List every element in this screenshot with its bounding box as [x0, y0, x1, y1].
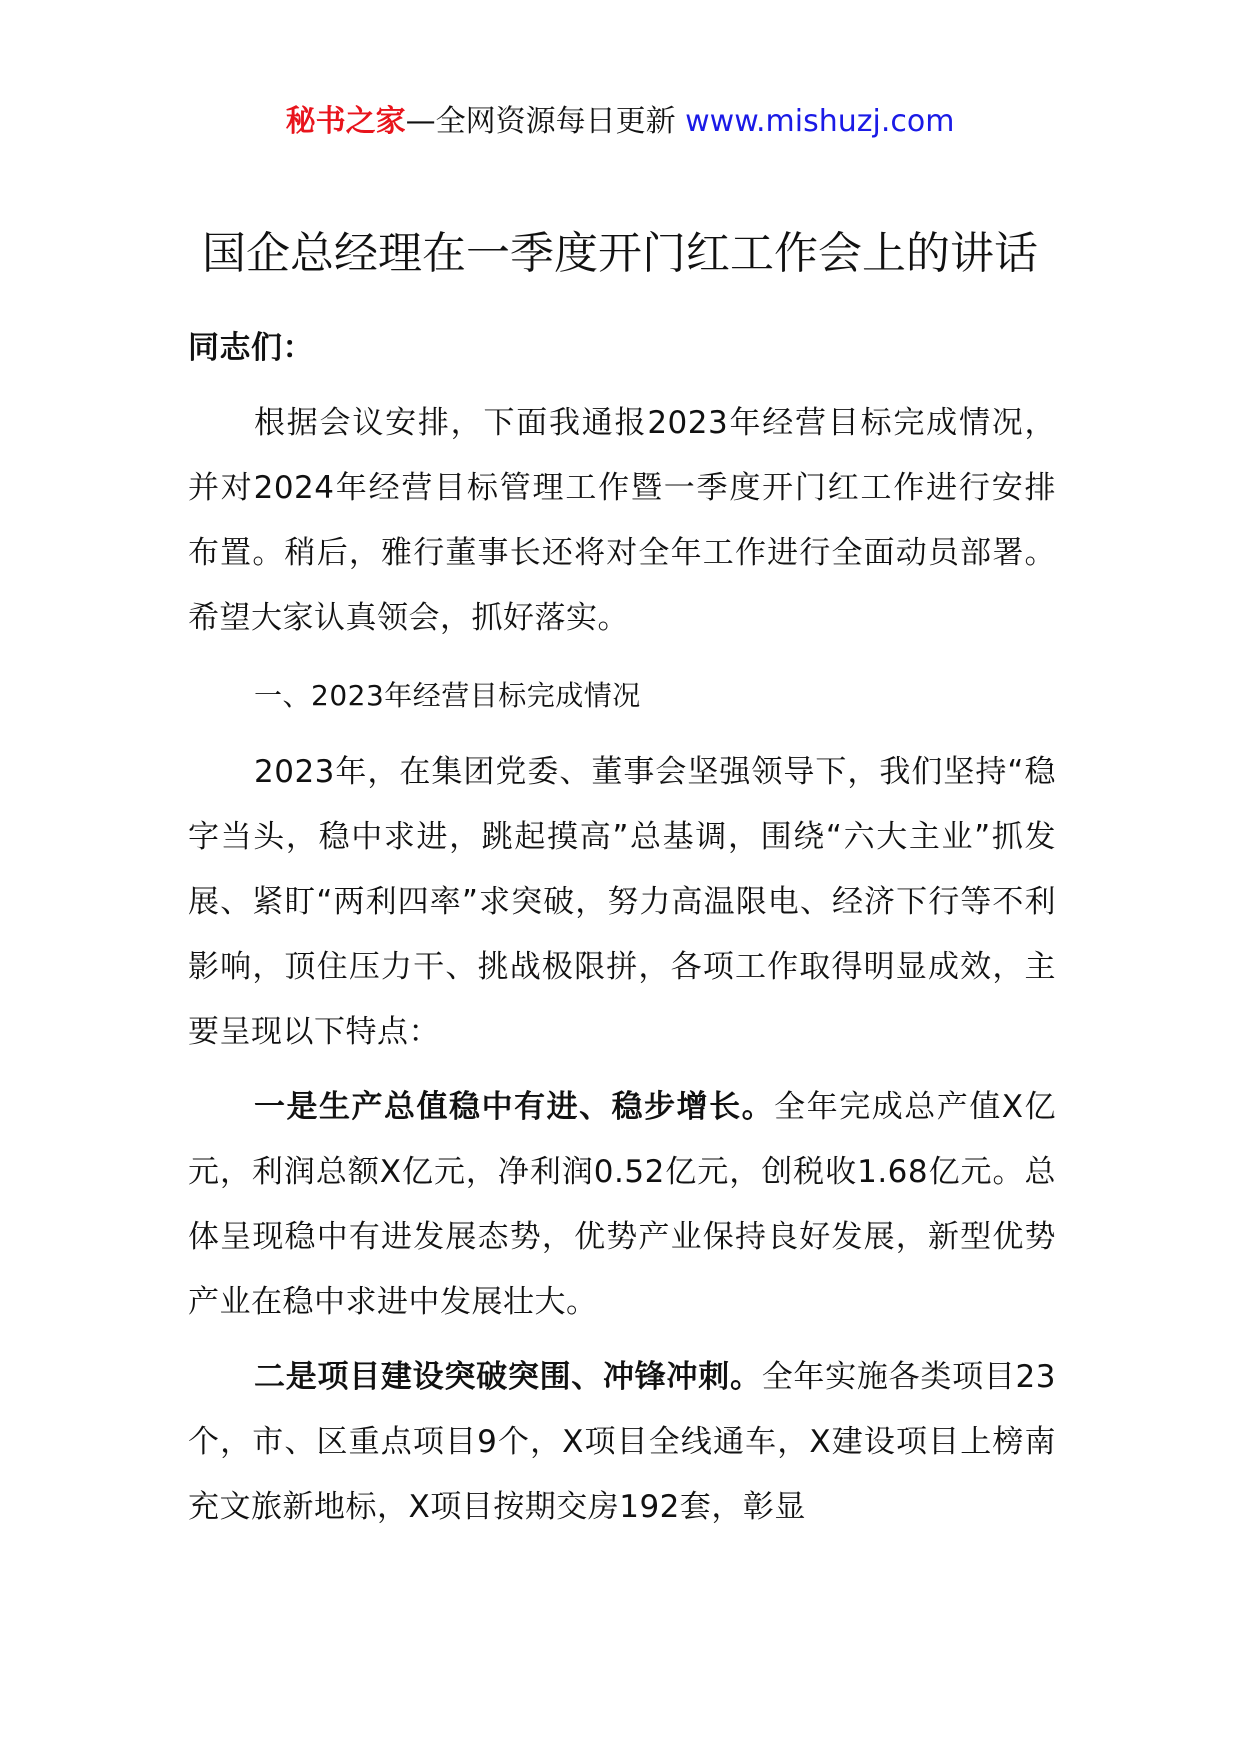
intro-paragraph: 根据会议安排，下面我通报2023年经营目标完成情况，并对2024年经营目标管理工作暨一季度开门红工作进行安排布置。稍后，雅行董事长还将对全年工作进行全面动员部署。希望大家认真领会，抓好落实。 [188, 405, 1056, 636]
point-lead-1: 一是生产总值稳中有进、稳步增长。 [254, 1089, 775, 1125]
point-paragraph-1 [188, 1075, 1056, 1335]
section-heading: 一、2023年经营目标完成情况 [254, 679, 641, 712]
site-tagline: —全网资源每日更新 [405, 104, 676, 139]
point-text-1: 全年完成总产值X亿元，利润总额X亿元，净利润0.52亿元，创税收1.68亿元。总体呈现稳中有进发展态势，优势产业保持良好发展，新型优势产业在稳中求进中发展壮大。 [188, 1089, 1056, 1320]
site-brand: 秘书之家 [285, 104, 406, 139]
section-overview-paragraph: 2023年，在集团党委、董事会坚强领导下，我们坚持“稳字当头，稳中求进，跳起摸高”总基调，围绕“六大主业”抓发展、紧盯“两利四率”求突破，努力高温限电、经济下行等不利影响，顶住压力干、挑战极限拼，各项工作取得明显成效，主要呈现以下特点： [188, 754, 1056, 1050]
document-title: 国企总经理在一季度开门红工作会上的讲话 [202, 228, 1038, 279]
salutation: 同志们： [188, 330, 314, 366]
document-body [188, 316, 1056, 1540]
site-header [0, 100, 1240, 144]
point-text-2: 全年实施各类项目23个，市、区重点项目9个，X项目全线通车，X建设项目上榜南充文旅新地标，X项目按期交房192套，彰显 [188, 1359, 1056, 1525]
point-paragraph-2 [188, 1345, 1056, 1540]
site-url-link[interactable]: www.mishuzj.com [685, 104, 955, 139]
point-lead-2: 二是项目建设突破突围、冲锋冲刺。 [254, 1359, 762, 1395]
